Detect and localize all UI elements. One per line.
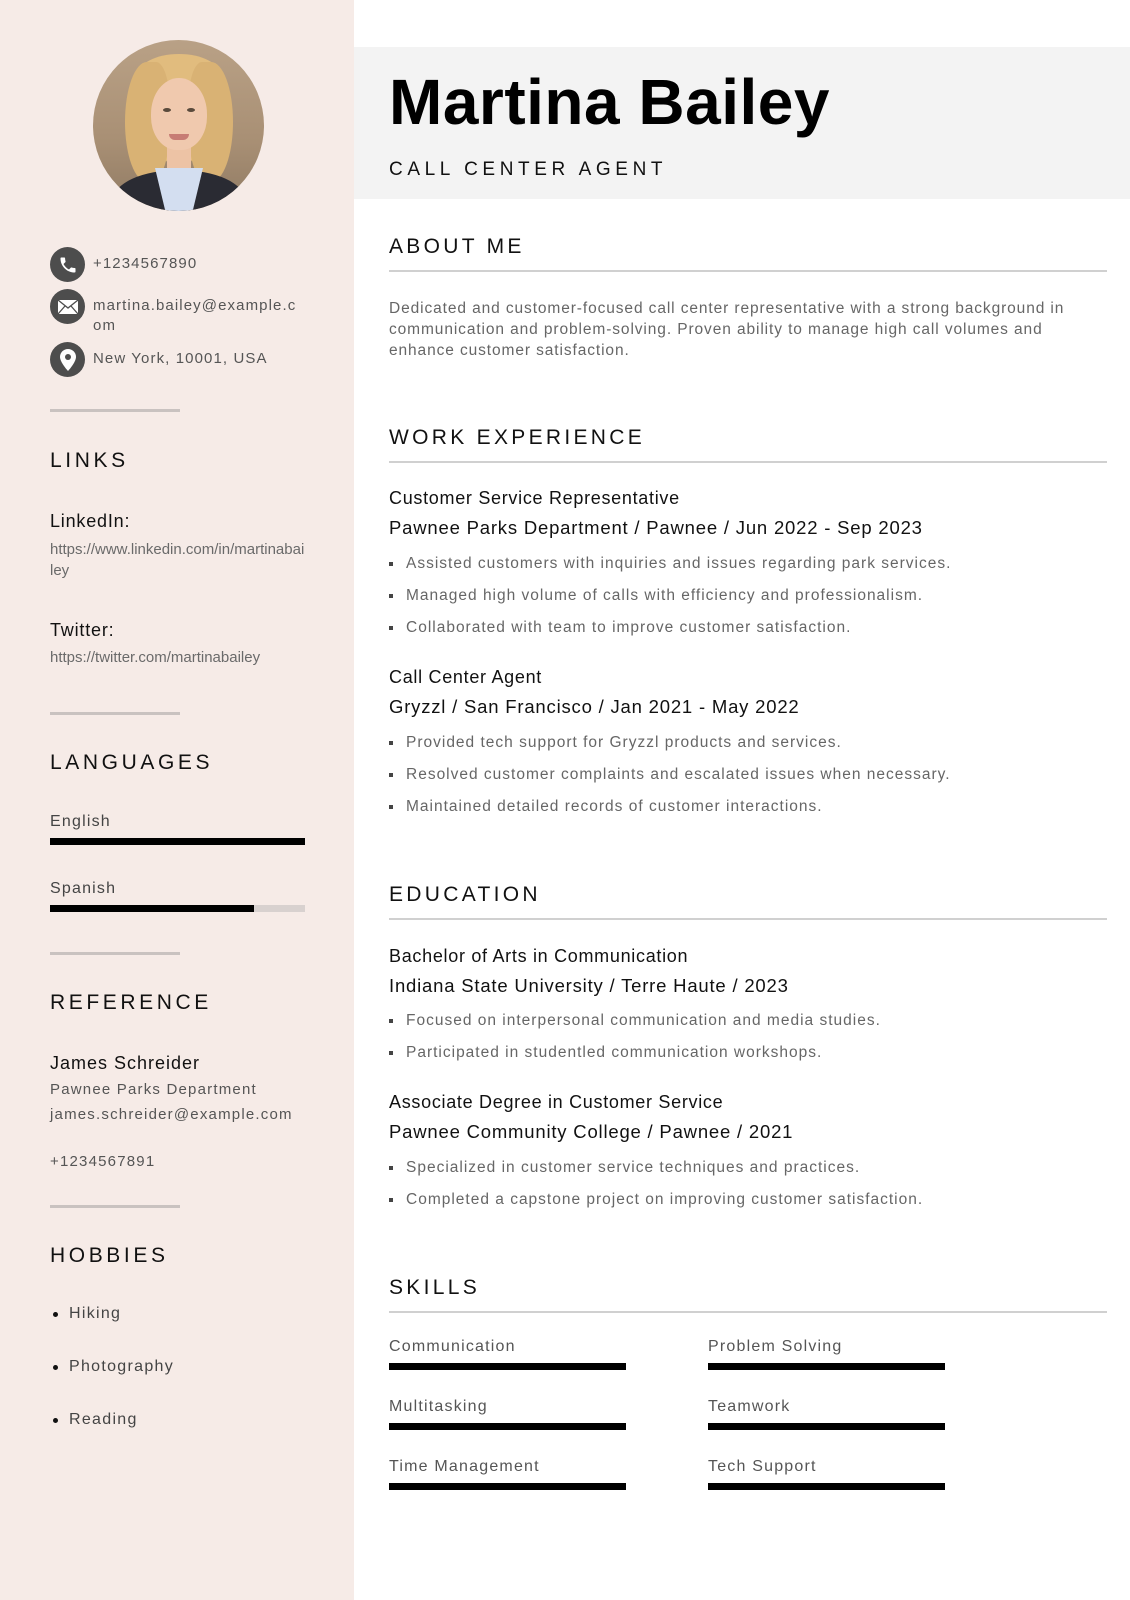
skill-bar — [389, 1363, 626, 1370]
skill-label: Tech Support — [708, 1458, 817, 1475]
twitter-label: Twitter: — [50, 620, 115, 640]
section-rule — [389, 461, 1107, 463]
phone-icon — [50, 247, 85, 282]
hobby-item — [50, 1358, 174, 1376]
degree-title: Associate Degree in Customer Service — [389, 1092, 724, 1112]
bullet-square-icon — [389, 1166, 393, 1170]
hobby-label: Photography — [69, 1358, 175, 1375]
bullet-square-icon — [389, 1198, 393, 1202]
degree-bullet — [389, 1012, 881, 1030]
skill-level-fill — [708, 1423, 945, 1430]
job-bullet — [389, 798, 823, 816]
skill-bar — [389, 1423, 626, 1430]
sidebar — [0, 0, 354, 1600]
bullet-text: Participated in studentled communication workshops. — [406, 1044, 823, 1061]
hobby-item — [50, 1305, 121, 1323]
language-english-label: English — [50, 813, 111, 830]
bullet-square-icon — [389, 805, 393, 809]
phone-text: +1234567890 — [93, 255, 198, 272]
bullet-square-icon — [389, 1051, 393, 1055]
section-rule — [389, 918, 1107, 920]
degree-bullet — [389, 1191, 923, 1209]
candidate-name: Martina Bailey — [389, 66, 830, 138]
bullet-square-icon — [389, 741, 393, 745]
header-band — [354, 47, 1130, 199]
hobby-label: Hiking — [69, 1305, 122, 1322]
skill-bar — [708, 1483, 945, 1490]
degree-subtitle: Pawnee Community College / Pawnee / 2021 — [389, 1121, 794, 1142]
skill-bar — [708, 1423, 945, 1430]
reference-organization: Pawnee Parks Department — [50, 1081, 257, 1098]
photo-eye — [163, 108, 171, 112]
reference-name: James Schreider — [50, 1053, 201, 1073]
contact-location — [50, 342, 303, 377]
job-bullet — [389, 766, 951, 784]
skill-label: Multitasking — [389, 1398, 488, 1415]
skill-bar — [389, 1483, 626, 1490]
languages-heading: LANGUAGES — [50, 751, 214, 774]
bullet-dot-icon — [53, 1418, 58, 1423]
degree-subtitle: Indiana State University / Terre Haute / 2023 — [389, 975, 789, 996]
skill-label: Problem Solving — [708, 1338, 843, 1355]
contact-phone — [50, 247, 303, 282]
photo-mouth — [169, 134, 189, 140]
language-level-fill — [50, 905, 254, 912]
bullet-text: Provided tech support for Gryzzl products and services. — [406, 734, 842, 751]
skill-level-fill — [389, 1423, 626, 1430]
degree-title: Bachelor of Arts in Communication — [389, 946, 689, 966]
contact-email — [50, 289, 303, 336]
job-bullet — [389, 619, 851, 637]
language-english-bar — [50, 838, 305, 845]
links-heading: LINKS — [50, 449, 129, 472]
education-heading: EDUCATION — [389, 883, 541, 906]
bullet-square-icon — [389, 562, 393, 566]
job-bullet — [389, 734, 842, 752]
bullet-dot-icon — [53, 1312, 58, 1317]
language-spanish-label: Spanish — [50, 880, 117, 897]
bullet-square-icon — [389, 773, 393, 777]
job-title: Call Center Agent — [389, 667, 542, 687]
linkedin-label: LinkedIn: — [50, 511, 131, 531]
email-text[interactable]: martina.bailey@example.com — [93, 297, 297, 334]
skill-level-fill — [708, 1363, 945, 1370]
bullet-text: Specialized in customer service techniques and practices. — [406, 1159, 861, 1176]
map-pin-icon — [50, 342, 85, 377]
about-text: Dedicated and customer-focused call center representative with a strong background in communication and problem-solving. Proven ability to manage high call volumes and enhance customer satisfaction. — [389, 300, 1065, 359]
section-rule — [389, 1311, 1107, 1313]
job-title: Customer Service Representative — [389, 488, 680, 508]
job-bullet — [389, 587, 923, 605]
degree-bullet — [389, 1044, 822, 1062]
bullet-text: Completed a capstone project on improving customer satisfaction. — [406, 1191, 924, 1208]
skill-level-fill — [708, 1483, 945, 1490]
hobby-label: Reading — [69, 1411, 138, 1428]
hobbies-heading: HOBBIES — [50, 1244, 169, 1267]
bullet-text: Managed high volume of calls with efficiency and professionalism. — [406, 587, 924, 604]
divider — [50, 1205, 180, 1208]
job-subtitle: Gryzzl / San Francisco / Jan 2021 - May 2022 — [389, 696, 800, 717]
bullet-text: Maintained detailed records of customer interactions. — [406, 798, 823, 815]
divider — [50, 952, 180, 955]
degree-bullet — [389, 1159, 860, 1177]
bullet-text: Resolved customer complaints and escalated issues when necessary. — [406, 766, 951, 783]
divider — [50, 712, 180, 715]
skill-label: Communication — [389, 1338, 516, 1355]
reference-email[interactable]: james.schreider@example.com — [50, 1106, 293, 1123]
skill-bar — [708, 1363, 945, 1370]
skill-label: Time Management — [389, 1458, 540, 1475]
location-text: New York, 10001, USA — [93, 350, 268, 367]
bullet-square-icon — [389, 1019, 393, 1023]
profile-photo — [93, 40, 264, 211]
skill-level-fill — [389, 1483, 626, 1490]
main-content — [354, 0, 1130, 1600]
bullet-text: Assisted customers with inquiries and issues regarding park services. — [406, 555, 952, 572]
job-bullet — [389, 555, 951, 573]
hobby-item — [50, 1411, 138, 1429]
skills-heading: SKILLS — [389, 1276, 481, 1299]
language-level-fill — [50, 838, 305, 845]
linkedin-link[interactable]: https://www.linkedin.com/in/martinabailey — [50, 541, 305, 579]
language-spanish-bar — [50, 905, 305, 912]
section-rule — [389, 270, 1107, 272]
bullet-dot-icon — [53, 1365, 58, 1370]
bullet-text: Focused on interpersonal communication and media studies. — [406, 1012, 881, 1029]
candidate-role: CALL CENTER AGENT — [389, 159, 668, 180]
skill-level-fill — [389, 1363, 626, 1370]
about-heading: ABOUT ME — [389, 235, 525, 258]
bullet-square-icon — [389, 626, 393, 630]
reference-phone: +1234567891 — [50, 1153, 156, 1170]
bullet-text: Collaborated with team to improve customer satisfaction. — [406, 619, 852, 636]
twitter-link[interactable]: https://twitter.com/martinabailey — [50, 649, 261, 666]
job-subtitle: Pawnee Parks Department / Pawnee / Jun 2022 - Sep 2023 — [389, 517, 923, 538]
envelope-icon — [50, 289, 85, 324]
divider — [50, 409, 180, 412]
bullet-square-icon — [389, 594, 393, 598]
photo-eye — [187, 108, 195, 112]
skill-label: Teamwork — [708, 1398, 791, 1415]
work-heading: WORK EXPERIENCE — [389, 426, 646, 449]
reference-heading: REFERENCE — [50, 991, 212, 1014]
